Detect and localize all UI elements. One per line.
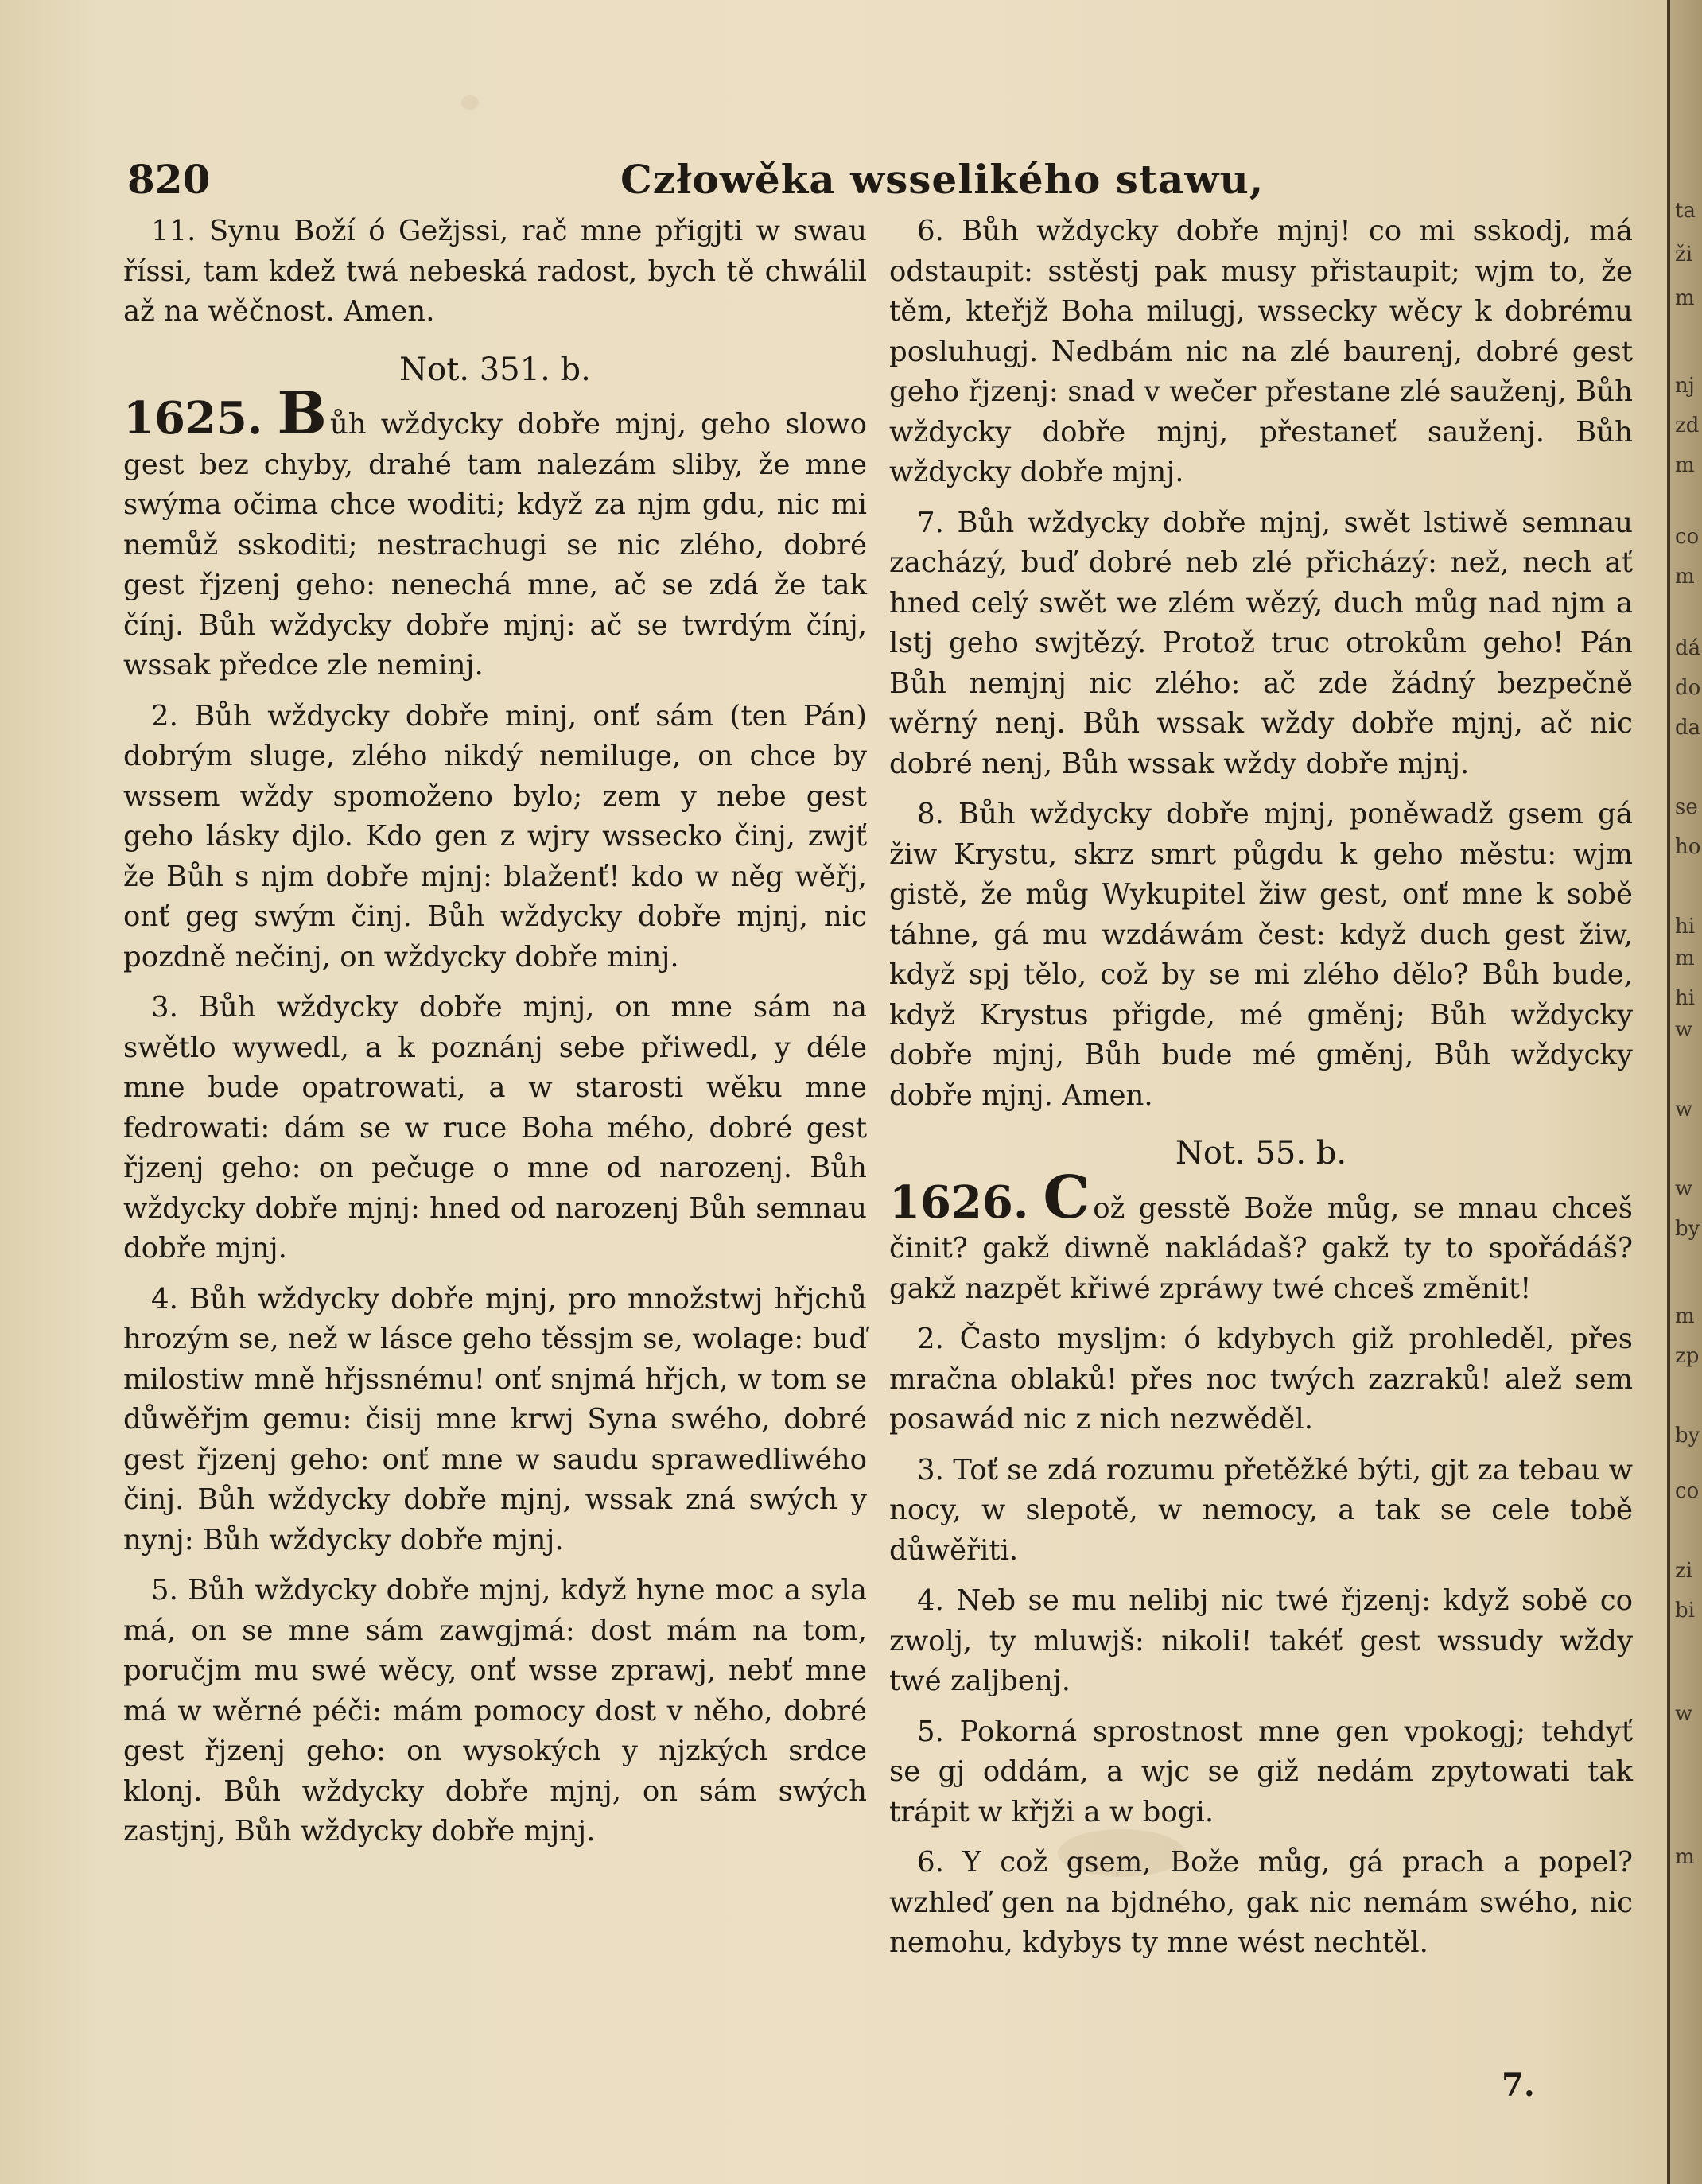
hymn-start [889,1163,1633,1310]
adjacent-page-fragment: co [1675,1479,1700,1503]
hymn-verse: 11. Synu Boží ó Gežjssi, rač mne přigjti w swau říssi, tam kdež twá nebeská radost, bych tě chwálil až na wěčnost. Amen. [123,215,867,328]
hymn-verse: 3. Bůh wždycky dobře mjnj, on mne sám na swětlo wywedl, a k poznánj sebe přiwedl, y déle mne bude opatrowati, a w starosti wěku mne fedrowati: dám se w ruce Boha mého, dobré gest řjzenj geho: on pečuge o mne od narozenj. Bůh wždycky dobře mjnj: hned od narozenj Bůh semnau dobře mjnj. [123,991,867,1265]
adjacent-page-fragment: w [1675,1177,1693,1201]
adjacent-page-fragment: hi [1675,986,1696,1010]
adjacent-page-fragment: m [1675,453,1695,477]
adjacent-page-fragment: m [1675,1845,1695,1869]
adjacent-page-fragment: da [1675,716,1701,740]
adjacent-page-fragment: m [1675,565,1695,589]
hymn-verse: 6. Bůh wždycky dobře mjnj! co mi sskodj, má odstaupit: sstěstj pak musy přistaupit; wjm to, že těm, kteřjž Boha milugj, wssecky wěcy k dobrému posluhugj. Nedbám nic na zlé baurenj, dobré gest geho řjzenj: snad v wečer přestane zlé sauženj, Bůh wždycky dobře mjnj, přestaneť sauženj. Bůh wždycky dobře mjnj. [889,215,1633,488]
hymn-verse: 3. Toť se zdá rozumu přetěžké býti, gjt za tebau w nocy, w slepotě, w nemocy, a tak se cele tobě důwěřiti. [889,1453,1633,1567]
hymn-verse: 6. Y což gsem, Bože můg, gá prach a popel? wzhleď gen na bjdného, gak nic nemám swého, nic nemohu, kdybys ty mne wést nechtěl. [889,1846,1633,1959]
adjacent-page-fragment: nj [1675,374,1695,398]
hymn-verse: 7. Bůh wždycky dobře mjnj, swět lstiwě semnau zacházý, buď dobré neb zlé přicházý: než, nech ať hned celý swět we zlém wězý, duch můg nad njm a lstj geho swjtězý. Protož truc otrokům geho! Pán Bůh nemjnj nic zlého: ač zde žádný bezpečně wěrný nenj. Bůh wssak wždy dobře mjnj, ač nic dobré nenj, Bůh wssak wždy dobře mjnj. [889,506,1633,780]
ink-spot [461,95,479,110]
page-header [127,156,1607,212]
adjacent-page-fragment: zd [1675,414,1700,437]
adjacent-page-fragment: zp [1675,1344,1700,1368]
adjacent-page-fragment: bi [1675,1599,1695,1622]
adjacent-page-fragment: dá [1675,636,1701,660]
adjacent-page-fragment: do [1675,676,1701,700]
adjacent-page-fragment: ho [1675,835,1701,859]
adjacent-page-fragment: by [1675,1217,1700,1241]
adjacent-page-fragment: hi [1675,915,1696,938]
hymn-verse: 5. Bůh wždycky dobře mjnj, když hyne moc a syla má, on se mne sám zawgjmá: dost mám na tom, poručjm mu swé wěcy, onť wsse zprawj, nebť mne má w wěrné péči: mám pomocy dost v něho, dobré gest řjzenj geho: on wysokých y njzkých srdce klonj. Bůh wždycky dobře mjnj, on sám swých zastjnj, Bůh wždycky dobře mjnj. [123,1574,867,1848]
adjacent-page-fragment: w [1675,1018,1693,1042]
hymn-verse: 4. Neb se mu nelibj nic twé řjzenj: když sobě co zwolj, ty mluwjš: nikoli! takéť gest wssudy wždy twé zaljbenj. [889,1584,1633,1697]
catchword: 7. [1502,2066,1535,2104]
melody-note: Not. 55. b. [1175,1135,1347,1172]
adjacent-page-fragment: m [1675,1304,1695,1328]
adjacent-page-fragment: zi [1675,1559,1693,1583]
hymn-verse-text: ož gesstě Bože můg, se mnau chceš činit? gakž diwně nakládaš? gakž ty to spořádáš? gakž nazpět křiwé zpráwy twé chceš změnit! [889,1191,1633,1305]
drop-cap: B [277,379,327,448]
hymn-verse: 2. Bůh wždycky dobře minj, onť sám (ten Pán) dobrým sluge, zlého nikdý nemiluge, on chce by wssem wždy spomoženo bylo; zem y nebe gest geho lásky djlo. Kdo gen z wjry wssecko činj, zwjť že Bůh s njm dobře mjnj: blaženť! kdo w něg wěřj, onť geg swým činj. Bůh wždycky dobře mjnj, nic pozdně nečinj, on wždycky dobře minj. [123,699,867,973]
hymn-verse: 2. Často myslјm: ó kdybych giž prohleděl, přes mračna oblaků! přes noc twých zazraků! alež sem posawád nic z nich nezwěděl. [889,1323,1633,1436]
adjacent-page-fragment: m [1675,286,1695,310]
hymn-verse: 8. Bůh wždycky dobře mjnj, poněwadž gsem gá žiw Krystu, skrz smrt půgdu k geho městu: wjm gistě, že můg Wykupitel žiw gest, onť mne k sobě táhne, gá mu wzdáwám čest: když duch gest žiw, když spj tělo, což by se mi zlého dělo? Bůh bude, když Krystus přigde, mé gměnj; Bůh wždycky dobře mjnj, Bůh bude mé gměnj, Bůh wždycky dobře mjnj. Amen. [889,798,1633,1112]
melody-note: Not. 351. b. [399,351,591,388]
adjacent-page-fragment: w [1675,1098,1693,1121]
hymn-start [123,379,867,686]
adjacent-page-fragment: ta [1675,199,1696,223]
running-title: Człowěka wsselikého stawu, [620,156,1265,203]
adjacent-page-fragment: co [1675,525,1700,549]
hymn-verse: 4. Bůh wždycky dobře mjnj, pro množstwj hřjchů hrozým se, než w lásce geho těssjm se, wolage: buď milostiw mně hřjssnému! onť snjmá hřjch, w tom se důwěřjm gemu: čisij mne krwj Syna swého, dobré gest řjzenj geho: onť mne w saudu sprawedliwého činj. Bůh wždycky dobře mjnj, wssak zná swých y nynj: Bůh wždycky dobře mjnj. [123,1282,867,1556]
hymn-number: 1626. [889,1176,1029,1229]
page-number: 820 [127,156,211,203]
adjacent-page-fragment: by [1675,1424,1700,1448]
adjacent-page-fragment: se [1675,795,1698,819]
hymn-verse: 5. Pokorná sprostnost mne gen vpokogj; tehdyť se gj oddám, a wjc se giž nedám zpytowati tak trápit w křjži a w bogi. [889,1715,1633,1828]
hymn-number: 1625. [123,392,263,445]
adjacent-page-edge [1670,0,1702,2184]
hymn-verse-text: ůh wždycky dobře mjnj, geho slowo gest bez chyby, drahé tam nalezám sliby, že mne swýma očima chce woditi; když za njm gdu, nic mi nemůž sskoditi; nestrachugi se nic zlého, dobré gest řjzenj geho: nenechá mne, ač se zdá že tak čínj. Bůh wždycky dobře mjnj: ač se twrdým čínj, wssak předce zle neminj. [123,408,867,682]
drop-cap: C [1043,1163,1090,1232]
adjacent-page-fragment: ži [1675,243,1693,266]
right-column [889,212,1633,1974]
adjacent-page-fragment: m [1675,946,1695,970]
left-column [123,212,867,1863]
adjacent-page-fragment: w [1675,1702,1693,1726]
